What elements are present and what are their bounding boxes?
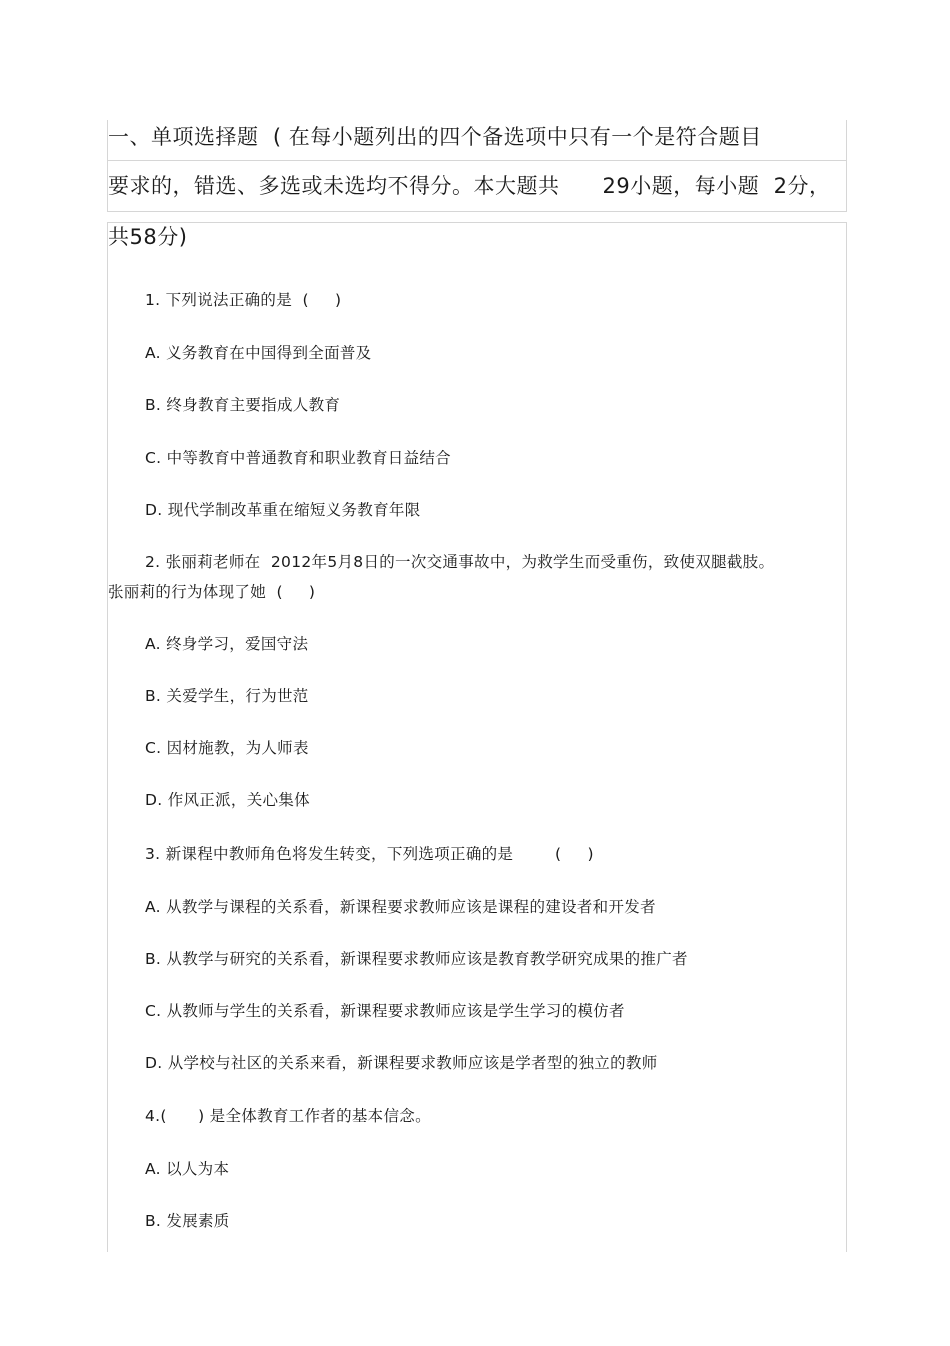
section-heading-line-3: 共58分) bbox=[108, 225, 188, 249]
section-heading-line-2: 要求的，错选、多选或未选均不得分。本大题共 29小题，每小题 2分， bbox=[108, 174, 831, 198]
frame-line-right-top bbox=[846, 120, 847, 212]
question-1-option-d: D. 现代学制改革重在缩短义务教育年限 bbox=[145, 501, 421, 519]
question-2-option-a: A. 终身学习，爱国守法 bbox=[145, 635, 309, 653]
question-1-stem: 1. 下列说法正确的是 ( ) bbox=[145, 291, 342, 309]
question-3-option-c: C. 从教师与学生的关系看，新课程要求教师应该是学生学习的模仿者 bbox=[145, 1002, 625, 1020]
question-4-option-a: A. 以人为本 bbox=[145, 1160, 230, 1178]
question-2-option-c: C. 因材施教，为人师表 bbox=[145, 739, 309, 757]
frame-line-under-heading bbox=[107, 222, 847, 223]
question-2-option-b: B. 关爱学生，行为世范 bbox=[145, 687, 309, 705]
question-1-option-c: C. 中等教育中普通教育和职业教育日益结合 bbox=[145, 449, 451, 467]
question-4-stem: 4.( ) 是全体教育工作者的基本信念。 bbox=[145, 1107, 431, 1125]
frame-line-left bbox=[107, 222, 108, 1252]
frame-line-top-mid bbox=[107, 160, 847, 161]
question-2-stem-continued: 张丽莉的行为体现了她 ( ) bbox=[108, 583, 316, 601]
question-2-stem: 2. 张丽莉老师在 2012年5月8日的一次交通事故中，为救学生而受重伤，致使双腿截肢。 bbox=[145, 553, 775, 571]
question-2-option-d: D. 作风正派，关心集体 bbox=[145, 791, 310, 809]
question-1-option-b: B. 终身教育主要指成人教育 bbox=[145, 396, 341, 414]
frame-line-right bbox=[846, 222, 847, 1252]
question-3-option-a: A. 从教学与课程的关系看，新课程要求教师应该是课程的建设者和开发者 bbox=[145, 898, 656, 916]
question-3-option-b: B. 从教学与研究的关系看，新课程要求教师应该是教育教学研究成果的推广者 bbox=[145, 950, 688, 968]
question-3-stem: 3. 新课程中教师角色将发生转变，下列选项正确的是 ( ) bbox=[145, 845, 594, 863]
question-1-option-a: A. 义务教育在中国得到全面普及 bbox=[145, 344, 372, 362]
frame-line-top-mid2 bbox=[107, 211, 847, 212]
section-heading-line-1: 一、单项选择题 ( 在每小题列出的四个备选项中只有一个是符合题目 bbox=[108, 125, 762, 149]
question-4-option-b: B. 发展素质 bbox=[145, 1212, 230, 1230]
question-3-option-d: D. 从学校与社区的关系来看，新课程要求教师应该是学者型的独立的教师 bbox=[145, 1054, 658, 1072]
